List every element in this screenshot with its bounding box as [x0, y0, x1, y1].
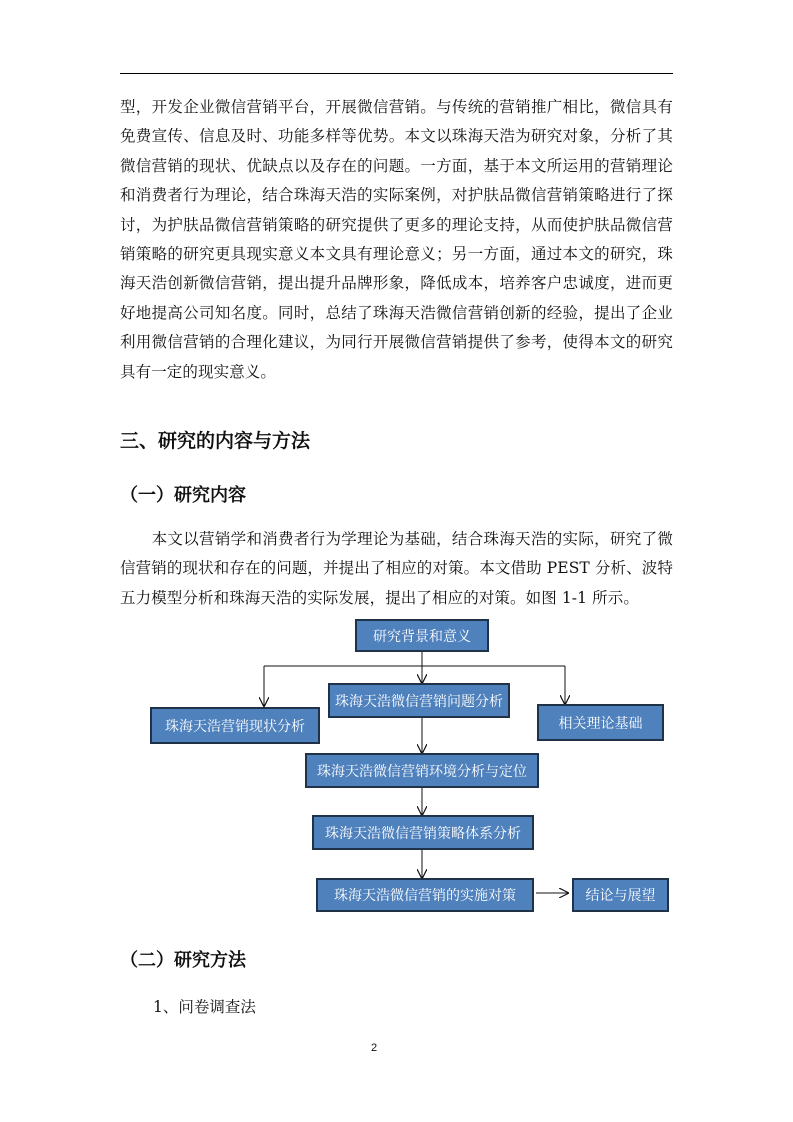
- section-heading: 三、研究的内容与方法: [120, 430, 311, 452]
- list-item: 1、问卷调查法: [153, 998, 256, 1016]
- flow-node-theory: 相关理论基础: [537, 704, 664, 741]
- paragraph-line: 五力模型分析和珠海天浩的实际发展，提出了相应的对策。如图 1-1 所示。: [120, 588, 639, 607]
- paragraph-line: 和消费者行为理论，结合珠海天浩的实际案例，对护肤品微信营销策略进行了探: [120, 186, 673, 205]
- subheading-research-content: （一）研究内容: [120, 485, 246, 506]
- subheading-research-methods: （二）研究方法: [120, 950, 246, 971]
- page-number: 2: [370, 1042, 378, 1054]
- paragraph-line: 利用微信营销的合理化建议，为同行开展微信营销提供了参考，使得本文的研究: [120, 333, 673, 352]
- flow-node-problem: 珠海天浩微信营销问题分析: [328, 683, 510, 718]
- paragraph-line: 销策略的研究更具现实意义本文具有理论意义；另一方面，通过本文的研究，珠: [120, 245, 673, 264]
- flow-node-environment: 珠海天浩微信营销环境分析与定位: [305, 753, 539, 788]
- paragraph-line: 好地提高公司知名度。同时，总结了珠海天浩微信营销创新的经验，提出了企业: [120, 303, 673, 322]
- paragraph-line: 信营销的现状和存在的问题，并提出了相应的对策。本文借助 PEST 分析、波特: [120, 559, 673, 578]
- paragraph-line: 型，开发企业微信营销平台，开展微信营销。与传统的营销推广相比，微信具有: [120, 98, 673, 116]
- flow-node-measures: 珠海天浩微信营销的实施对策: [316, 878, 534, 912]
- paragraph-line: 微信营销的现状、优缺点以及存在的问题。一方面，基于本文所运用的营销理论: [120, 156, 673, 175]
- flow-node-strategy: 珠海天浩微信营销策略体系分析: [312, 815, 534, 850]
- paragraph-line: 本文以营销学和消费者行为学理论为基础，结合珠海天浩的实际，研究了微: [120, 530, 673, 548]
- paragraph-line: 讨，为护肤品微信营销策略的研究提供了更多的理论支持，从而使护肤品微信营: [120, 215, 673, 234]
- flow-node-status: 珠海天浩营销现状分析: [150, 707, 320, 744]
- paragraph-line: 具有一定的现实意义。: [120, 362, 277, 381]
- flow-node-conclusion: 结论与展望: [572, 878, 669, 912]
- flow-node-background: 研究背景和意义: [355, 619, 489, 652]
- paragraph-line: 海天浩创新微信营销，提出提升品牌形象，降低成本，培养客户忠诚度，进而更: [120, 274, 673, 293]
- paragraph-line: 免费宣传、信息及时、功能多样等优势。本文以珠海天浩为研究对象，分析了其: [120, 127, 673, 146]
